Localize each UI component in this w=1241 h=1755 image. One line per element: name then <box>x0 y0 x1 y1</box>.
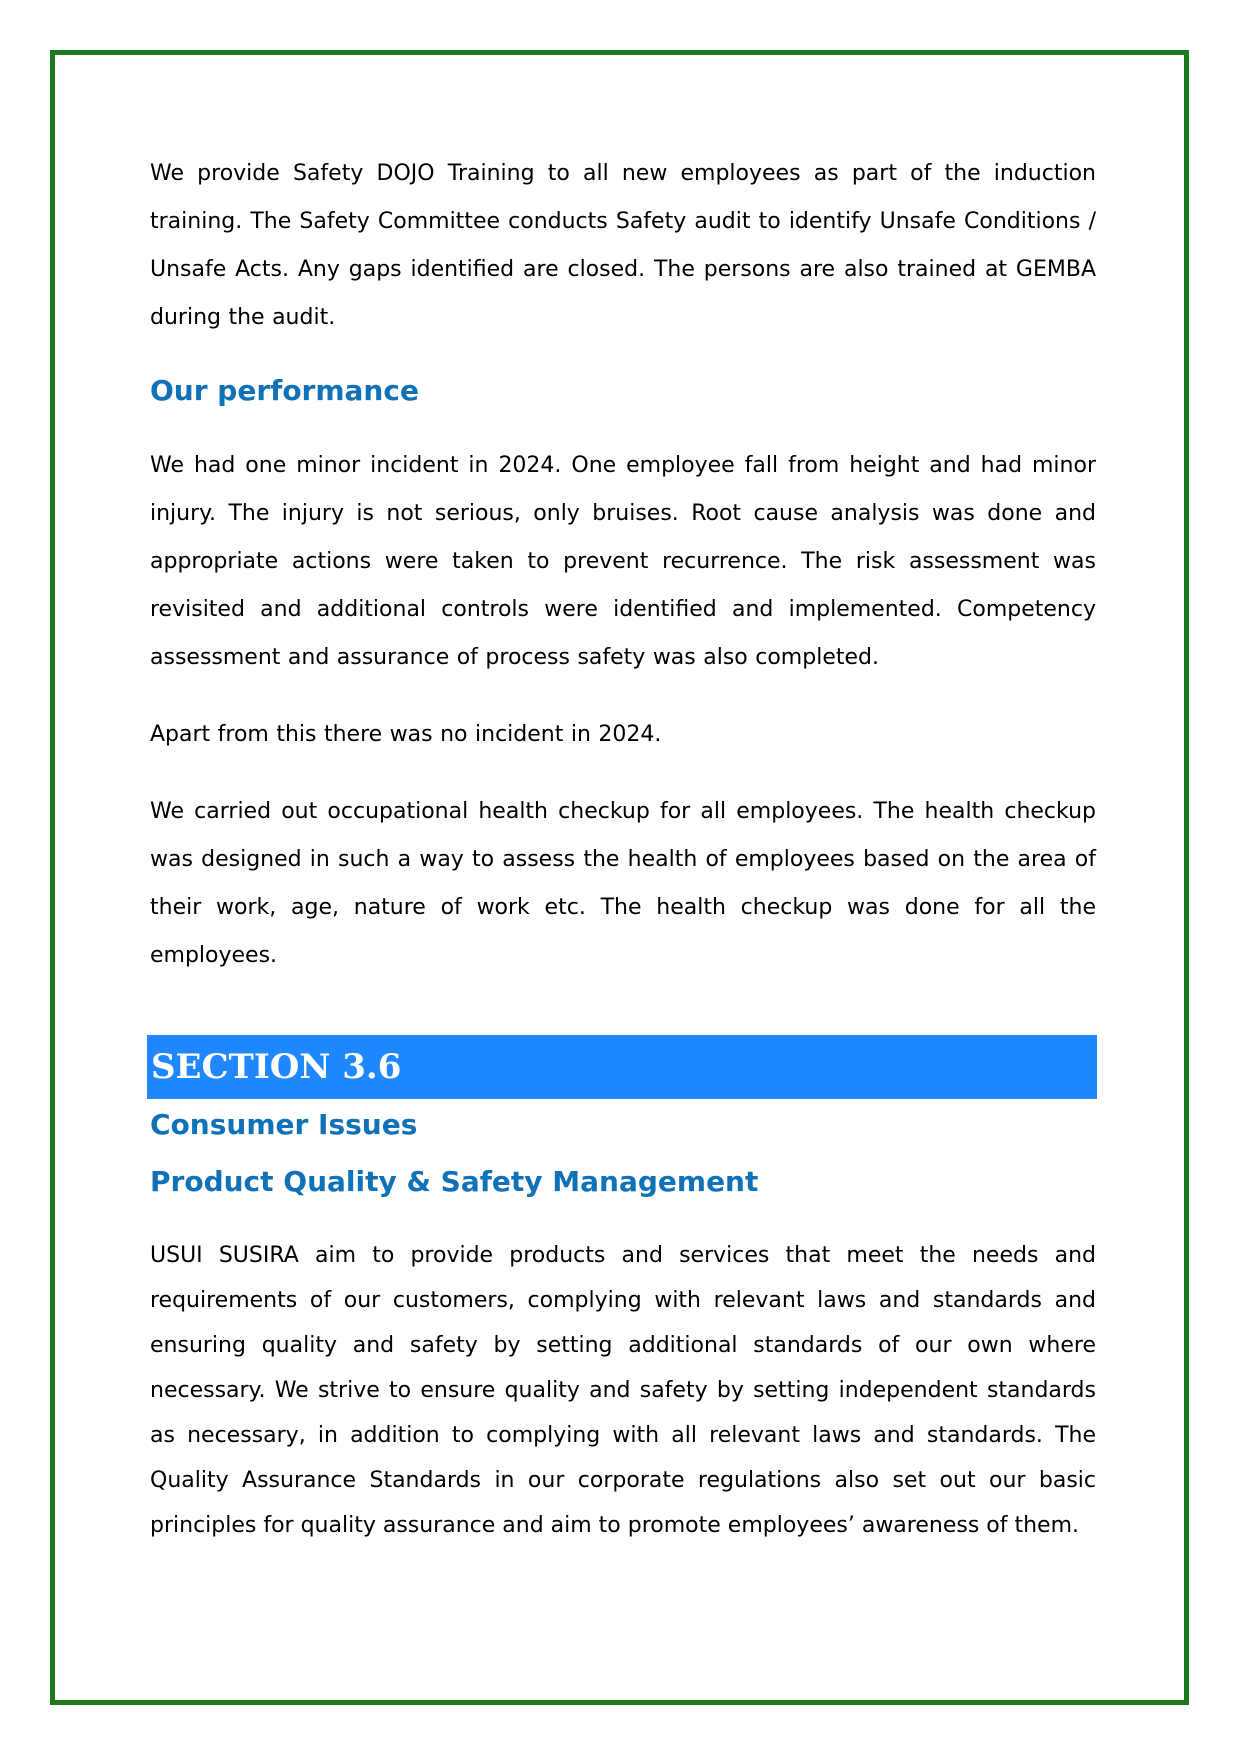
section-content <box>150 1105 1096 1548</box>
consumer-issues-heading: Consumer Issues <box>150 1108 418 1141</box>
page-content <box>150 150 1096 980</box>
incident-paragraph: We had one minor incident in 2024. One employee fall from height and had minor injury. The injury is not serious, only bruises. Root cause analysis was done and appropriate actions were taken to prevent recurrence. The risk assessment was revisited and additional controls were identified and implemented. Competency assessment and assurance of process safety was also completed. <box>150 453 1096 670</box>
performance-heading: Our performance <box>150 374 419 407</box>
product-quality-heading: Product Quality & Safety Management <box>150 1165 759 1198</box>
health-paragraph: We carried out occupational health checkup for all employees. The health checkup was designed in such a way to assess the health of employees based on the area of their work, age, nature of work etc. The health checkup was done for all the employees. <box>150 799 1096 968</box>
section-banner: SECTION 3.6 <box>147 1035 1097 1099</box>
intro-paragraph: We provide Safety DOJO Training to all new employees as part of the induction training. The Safety Committee conducts Safety audit to identify Unsafe Conditions / Unsafe Acts. Any gaps identified are closed. The persons are also trained at GEMBA during the audit. <box>150 161 1096 330</box>
no-incident-paragraph: Apart from this there was no incident in 2024. <box>150 722 662 747</box>
quality-paragraph: USUI SUSIRA aim to provide products and services that meet the needs and requirements of our customers, complying with relevant laws and standards and ensuring quality and safety by setting additional standards of our own where necessary. We strive to ensure quality and safety by setting independent standards as necessary, in addition to complying with all relevant laws and standards. The Quality Assurance Standards in our corporate regulations also set out our basic principles for quality assurance and aim to promote employees’ awareness of them. <box>150 1243 1096 1538</box>
